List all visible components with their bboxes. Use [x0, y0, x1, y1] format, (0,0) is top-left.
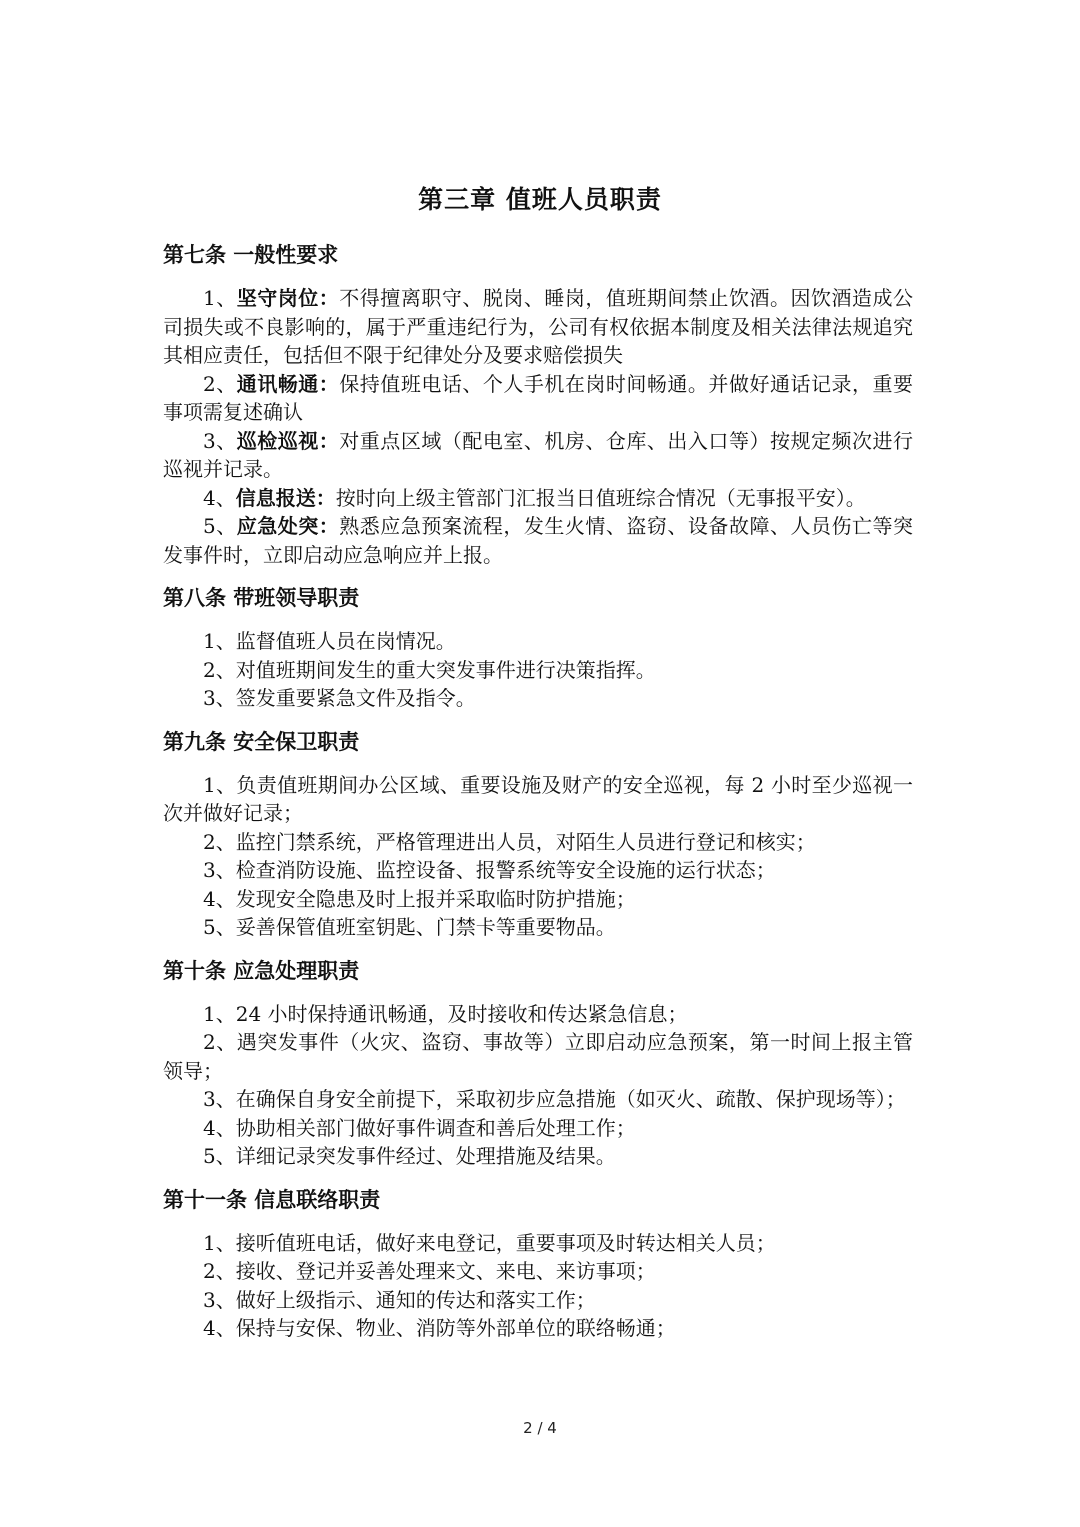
item-number: 2、: [203, 371, 237, 396]
article-heading: 第七条 一般性要求: [163, 243, 339, 267]
item-number: 1、: [203, 1230, 236, 1255]
list-item: [163, 1286, 913, 1315]
item-keyword: 信息报送：: [235, 485, 336, 510]
item-number: 3、: [203, 858, 236, 882]
article-heading: 第十条 应急处理职责: [163, 958, 360, 983]
list-item: [163, 1028, 913, 1085]
item-text: 24 小时保持通讯畅通，及时接收和传达紧急信息；: [235, 1001, 688, 1026]
item-number: 3、: [203, 1287, 236, 1312]
item-number: 4、: [203, 1316, 236, 1340]
list-item: [163, 627, 913, 656]
item-text: 按时向上级主管部门汇报当日值班综合情况（无事报平安）。: [335, 485, 866, 510]
item-keyword: 坚守岗位：: [236, 286, 340, 310]
item-text: 在确保自身安全前提下，采取初步应急措施（如灭火、疏散、保护现场等）；: [235, 1087, 906, 1111]
list-item: [163, 484, 913, 513]
item-text: 发现安全隐患及时上报并采取临时防护措施；: [235, 886, 636, 911]
page-number: 2 / 4: [523, 1419, 557, 1437]
list-item: [163, 656, 913, 685]
list-item: [163, 684, 913, 713]
item-number: 3、: [203, 1087, 236, 1111]
item-number: 1、: [203, 1001, 236, 1026]
item-text: 对值班期间发生的重大突发事件进行决策指挥。: [235, 657, 656, 682]
list-item: [163, 771, 913, 828]
item-number: 2、: [203, 1030, 237, 1054]
list-item: [163, 913, 913, 942]
list-item: [163, 856, 913, 885]
list-item: [163, 284, 913, 370]
item-keyword: 巡检巡视：: [236, 428, 340, 453]
article-9: [163, 727, 913, 942]
item-number: 4、: [203, 485, 236, 510]
list-item: [163, 1142, 913, 1171]
item-text: 接收、登记并妥善处理来文、来电、来访事项；: [235, 1259, 656, 1283]
list-item: [163, 1114, 913, 1143]
list-item: [163, 885, 913, 914]
list-item: [163, 427, 913, 484]
item-keyword: 通讯畅通：: [236, 371, 340, 396]
item-number: 2、: [203, 829, 236, 854]
list-item: [163, 1229, 913, 1258]
list-item: [163, 1000, 913, 1029]
item-text: 检查消防设施、监控设备、报警系统等安全设施的运行状态；: [235, 858, 776, 882]
list-item: [163, 1085, 913, 1114]
item-number: 2、: [203, 657, 236, 682]
item-number: 4、: [203, 1115, 236, 1140]
item-number: 1、: [203, 286, 237, 310]
item-number: 5、: [203, 514, 237, 538]
item-text: 保持与安保、物业、消防等外部单位的联络畅通；: [235, 1316, 676, 1340]
list-item: [163, 512, 913, 569]
item-text: 接听值班电话，做好来电登记，重要事项及时转达相关人员；: [235, 1230, 776, 1255]
article-10: [163, 956, 913, 1171]
item-text: 监控门禁系统，严格管理进出人员，对陌生人员进行登记和核实；: [235, 829, 816, 854]
item-number: 3、: [203, 686, 236, 710]
item-keyword: 应急处突：: [236, 514, 340, 538]
item-text: 保持值班电话、个人手机在岗时间畅通。并做好通话记录，重要事项需复述确认: [163, 371, 914, 424]
item-text: 详细记录突发事件经过、处理措施及结果。: [235, 1144, 616, 1168]
article-heading: 第九条 安全保卫职责: [163, 729, 360, 754]
item-text: 签发重要紧急文件及指令。: [235, 686, 476, 710]
item-number: 4、: [203, 886, 236, 911]
list-item: [163, 828, 913, 857]
item-text: 协助相关部门做好事件调查和善后处理工作；: [235, 1115, 636, 1140]
item-text: 熟悉应急预案流程，发生火情、盗窃、设备故障、人员伤亡等突发事件时，立即启动应急响应并上报。: [163, 514, 914, 567]
item-number: 1、: [203, 629, 236, 653]
item-number: 5、: [203, 1144, 236, 1168]
list-item: [163, 1257, 913, 1286]
item-number: 1、: [203, 772, 237, 797]
chapter-title: 第三章 值班人员职责: [418, 185, 662, 214]
item-text: 不得擅离职守、脱岗、睡岗，值班期间禁止饮酒。因饮酒造成公司损失或不良影响的，属于严重违纪行为，公司有权依据本制度及相关法律法规追究其相应责任，包括但不限于纪律处分及要求赔偿损失: [163, 286, 914, 367]
item-number: 2、: [203, 1259, 236, 1283]
item-number: 5、: [203, 915, 236, 939]
item-text: 遇突发事件（火灾、盗窃、事故等）立即启动应急预案，第一时间上报主管领导；: [163, 1030, 913, 1083]
article-heading: 第十一条 信息联络职责: [163, 1187, 381, 1212]
article-11: [163, 1185, 913, 1343]
item-text: 妥善保管值班室钥匙、门禁卡等重要物品。: [235, 915, 616, 939]
article-8: [163, 583, 913, 713]
item-text: 做好上级指示、通知的传达和落实工作；: [235, 1287, 596, 1312]
document-body: [163, 240, 913, 1357]
article-heading: 第八条 带班领导职责: [163, 586, 360, 610]
item-text: 对重点区域（配电室、机房、仓库、出入口等）按规定频次进行巡视并记录。: [163, 428, 914, 481]
article-7: [163, 240, 913, 569]
item-text: 负责值班期间办公区域、重要设施及财产的安全巡视，每 2 小时至少巡视一次并做好记录；: [163, 772, 913, 825]
item-number: 3、: [203, 428, 237, 453]
item-text: 监督值班人员在岗情况。: [235, 629, 456, 653]
list-item: [163, 1314, 913, 1343]
list-item: [163, 370, 913, 427]
